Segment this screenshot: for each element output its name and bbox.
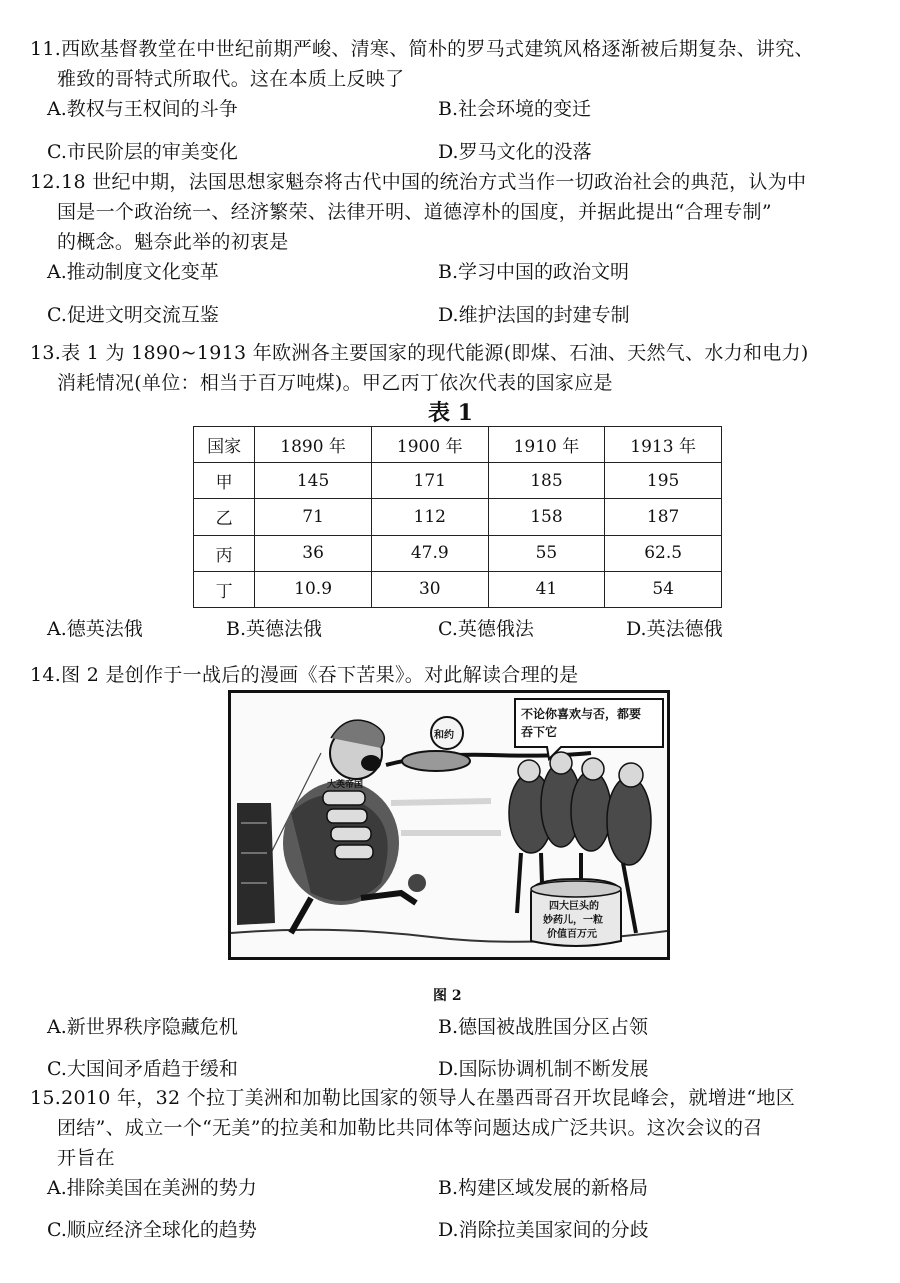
q11-stem-line2: 雅致的哥特式所取代。这在本质上反映了	[57, 68, 405, 90]
table-cell: 71	[255, 499, 372, 535]
table-cell: 10.9	[255, 571, 372, 607]
q13-stem-line2: 消耗情况(单位：相当于百万吨煤)。甲乙丙丁依次代表的国家应是	[57, 372, 613, 394]
table-cell: 乙	[194, 499, 255, 535]
q12-option-a: A.推动制度文化变革	[47, 261, 219, 283]
table-cell: 丙	[194, 535, 255, 571]
q13-option-b: B.英德法俄	[226, 618, 323, 640]
table-row	[194, 535, 722, 571]
header-country: 国家	[194, 427, 255, 463]
q15-option-b: B.构建区域发展的新格局	[438, 1177, 649, 1199]
table-cell: 36	[255, 535, 372, 571]
table-cell: 112	[371, 499, 488, 535]
table-cell: 41	[488, 571, 605, 607]
q14-option-d: D.国际协调机制不断发展	[438, 1058, 649, 1080]
table-title: 表 1	[428, 400, 473, 426]
q11-option-c: C.市民阶层的审美变化	[47, 141, 238, 163]
q13-stem-line1: 13.表 1 为 1890~1913 年欧洲各主要国家的现代能源(即煤、石油、天然气、水力和电力)	[30, 342, 809, 364]
table-cell: 185	[488, 463, 605, 499]
table-cell: 195	[605, 463, 722, 499]
q15-option-c: C.顺应经济全球化的趋势	[47, 1219, 257, 1241]
header-1913: 1913 年	[605, 427, 722, 463]
q11-option-b: B.社会环境的变迁	[438, 98, 592, 120]
table-cell: 158	[488, 499, 605, 535]
cartoon-pill-label: 和约	[434, 730, 454, 741]
cartoon-bubble-line2: 吞下它	[521, 725, 558, 739]
q15-option-a: A.排除美国在美洲的势力	[47, 1177, 257, 1199]
cartoon-bubble-line1: 不论你喜欢与否，都要	[521, 707, 642, 721]
table-cell: 187	[605, 499, 722, 535]
header-1910: 1910 年	[488, 427, 605, 463]
q12-option-d: D.维护法国的封建专制	[438, 304, 630, 326]
table-cell: 55	[488, 535, 605, 571]
table-cell: 171	[371, 463, 488, 499]
cartoon-jar-line1: 四大巨头的	[549, 901, 599, 912]
cartoon-jar-line2: 妙药儿，一粒	[543, 915, 603, 926]
table-cell: 145	[255, 463, 372, 499]
q15-stem-line3: 开旨在	[57, 1147, 115, 1169]
q12-stem-line3: 的概念。魁奈此举的初衷是	[57, 231, 289, 253]
q14-option-c: C.大国间矛盾趋于缓和	[47, 1058, 238, 1080]
q11-option-d: D.罗马文化的没落	[438, 141, 592, 163]
q15-stem-line2: 团结”、成立一个“无美”的拉美和加勒比共同体等问题达成广泛共识。这次会议的召	[57, 1117, 763, 1139]
table-cell: 54	[605, 571, 722, 607]
header-1890: 1890 年	[255, 427, 372, 463]
q12-stem-line1: 12.18 世纪中期，法国思想家魁奈将古代中国的统治方式当作一切政治社会的典范，认为中	[30, 171, 807, 193]
figure-caption: 图 2	[433, 988, 462, 1004]
cartoon-image	[228, 690, 670, 960]
table-cell: 62.5	[605, 535, 722, 571]
q11-option-a: A.教权与王权间的斗争	[47, 98, 238, 120]
q14-option-b: B.德国被战胜国分区占领	[438, 1016, 649, 1038]
q12-option-b: B.学习中国的政治文明	[438, 261, 630, 283]
q12-stem-line2: 国是一个政治统一、经济繁荣、法律开明、道德淳朴的国度，并据此提出“合理专制”	[57, 201, 772, 223]
table-row	[194, 463, 722, 499]
table-row	[194, 571, 722, 607]
energy-consumption-table	[193, 426, 722, 608]
table-cell: 30	[371, 571, 488, 607]
q13-option-d: D.英法德俄	[626, 618, 723, 640]
table-header-row	[194, 427, 722, 463]
table-row	[194, 499, 722, 535]
q12-option-c: C.促进文明交流互鉴	[47, 304, 219, 326]
q15-stem-line1: 15.2010 年，32 个拉丁美洲和加勒比国家的领导人在墨西哥召开坎昆峰会，就增进“地区	[30, 1087, 796, 1109]
table-cell: 丁	[194, 571, 255, 607]
q15-option-d: D.消除拉美国家间的分歧	[438, 1219, 649, 1241]
q11-stem-line1: 11.西欧基督教堂在中世纪前期严峻、清寒、简朴的罗马式建筑风格逐渐被后期复杂、讲究、	[30, 38, 814, 60]
table-cell: 甲	[194, 463, 255, 499]
cartoon-body-label: 大英帝国	[327, 780, 364, 790]
q13-option-a: A.德英法俄	[47, 618, 143, 640]
header-1900: 1900 年	[371, 427, 488, 463]
cartoon-jar-line3: 价值百万元	[547, 929, 597, 940]
q14-stem-line1: 14.图 2 是创作于一战后的漫画《吞下苦果》。对此解读合理的是	[30, 664, 579, 686]
table-cell: 47.9	[371, 535, 488, 571]
q14-option-a: A.新世界秩序隐藏危机	[47, 1016, 238, 1038]
q13-option-c: C.英德俄法	[438, 618, 534, 640]
